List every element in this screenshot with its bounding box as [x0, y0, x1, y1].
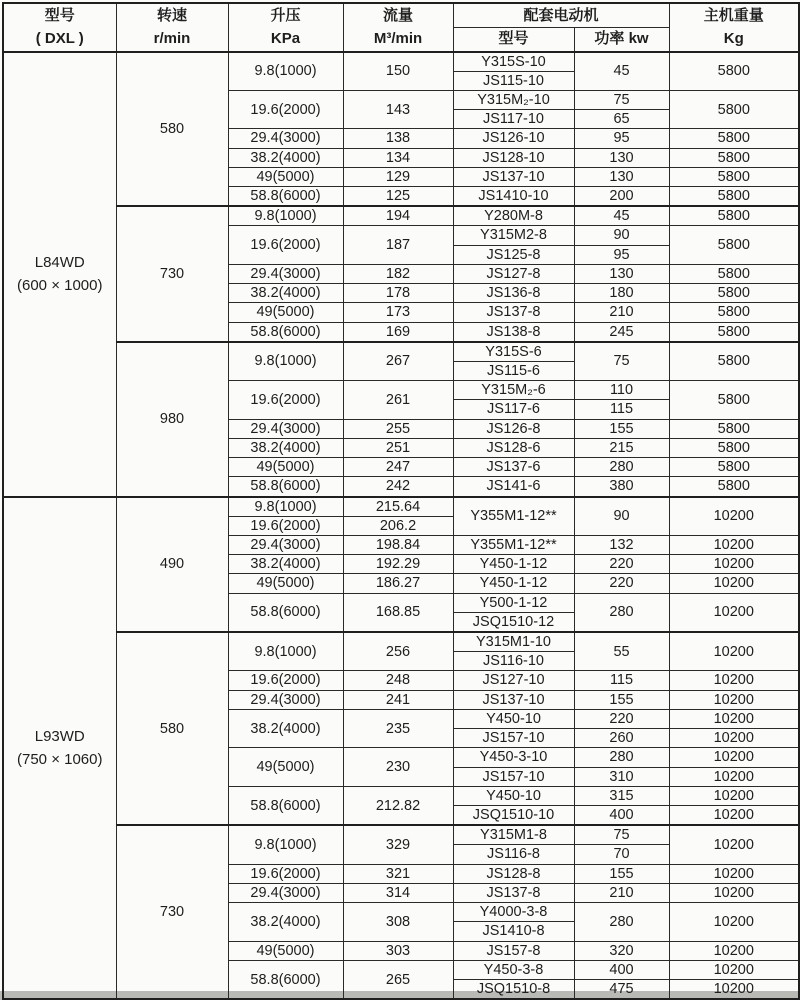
flow-cell: 150 — [343, 52, 453, 91]
motor-power-cell: 280 — [574, 458, 669, 477]
flow-cell: 168.85 — [343, 593, 453, 632]
motor-power-cell: 220 — [574, 709, 669, 728]
flow-cell: 251 — [343, 438, 453, 457]
motor-model-cell: JS141-6 — [453, 477, 574, 497]
pressure-cell: 19.6(2000) — [228, 671, 343, 690]
weight-cell: 10200 — [669, 825, 799, 864]
motor-model-cell: Y315M₂-10 — [453, 90, 574, 109]
pressure-cell: 29.4(3000) — [228, 690, 343, 709]
motor-power-cell: 90 — [574, 226, 669, 245]
flow-cell: 235 — [343, 709, 453, 748]
motor-model-cell: JS157-10 — [453, 767, 574, 786]
flow-cell: 255 — [343, 419, 453, 438]
motor-power-cell: 115 — [574, 671, 669, 690]
motor-model-cell: JS1410-8 — [453, 922, 574, 941]
pressure-cell: 9.8(1000) — [228, 497, 343, 517]
flow-cell: 314 — [343, 883, 453, 902]
weight-cell: 10200 — [669, 690, 799, 709]
speed-cell: 580 — [116, 52, 228, 207]
flow-cell: 321 — [343, 864, 453, 883]
speed-cell: 730 — [116, 206, 228, 342]
flow-cell: 242 — [343, 477, 453, 497]
motor-power-cell: 320 — [574, 941, 669, 960]
pressure-cell: 49(5000) — [228, 303, 343, 322]
flow-cell: 169 — [343, 322, 453, 342]
motor-model-cell: JS127-8 — [453, 264, 574, 283]
pressure-cell: 58.8(6000) — [228, 593, 343, 632]
flow-cell: 187 — [343, 226, 453, 265]
flow-cell: 230 — [343, 748, 453, 787]
motor-power-cell: 220 — [574, 574, 669, 593]
col-header-weight: 主机重量 Kg — [669, 3, 799, 52]
motor-model-cell: Y315S-10 — [453, 52, 574, 72]
weight-cell: 10200 — [669, 786, 799, 805]
pressure-cell: 49(5000) — [228, 941, 343, 960]
weight-cell: 10200 — [669, 574, 799, 593]
pressure-cell: 19.6(2000) — [228, 90, 343, 129]
flow-cell: 215.64 — [343, 497, 453, 517]
motor-power-cell: 45 — [574, 206, 669, 226]
motor-model-cell: JS115-10 — [453, 71, 574, 90]
motor-power-cell: 115 — [574, 400, 669, 419]
flow-cell: 173 — [343, 303, 453, 322]
weight-cell: 10200 — [669, 903, 799, 942]
motor-power-cell: 280 — [574, 748, 669, 767]
motor-power-cell: 75 — [574, 825, 669, 845]
weight-cell: 5800 — [669, 438, 799, 457]
flow-cell: 134 — [343, 148, 453, 167]
motor-power-cell: 155 — [574, 690, 669, 709]
weight-cell: 5800 — [669, 90, 799, 129]
flow-cell: 212.82 — [343, 786, 453, 825]
weight-cell: 10200 — [669, 806, 799, 826]
weight-cell: 5800 — [669, 167, 799, 186]
motor-model-cell: Y500-1-12 — [453, 593, 574, 612]
motor-model-cell: JS137-8 — [453, 303, 574, 322]
col-header-motor-power: 功率 kw — [574, 27, 669, 51]
motor-model-cell: JS116-10 — [453, 652, 574, 671]
model-cell: L84WD (600 × 1000) — [3, 52, 116, 497]
motor-power-cell: 220 — [574, 555, 669, 574]
motor-power-cell: 210 — [574, 883, 669, 902]
motor-power-cell: 95 — [574, 129, 669, 148]
col-header-flow: 流量 M³/min — [343, 3, 453, 52]
weight-cell: 10200 — [669, 941, 799, 960]
motor-model-cell: JS1410-10 — [453, 187, 574, 207]
weight-cell: 10200 — [669, 555, 799, 574]
motor-power-cell: 310 — [574, 767, 669, 786]
motor-model-cell: Y4000-3-8 — [453, 903, 574, 922]
motor-model-cell: Y450-3-8 — [453, 960, 574, 979]
pressure-cell: 19.6(2000) — [228, 226, 343, 265]
motor-power-cell: 130 — [574, 167, 669, 186]
weight-cell: 5800 — [669, 206, 799, 226]
motor-model-cell: JS137-6 — [453, 458, 574, 477]
motor-model-cell: Y450-3-10 — [453, 748, 574, 767]
weight-cell: 5800 — [669, 284, 799, 303]
flow-cell: 261 — [343, 381, 453, 420]
weight-cell: 10200 — [669, 980, 799, 1000]
motor-model-cell: Y315M₂-6 — [453, 381, 574, 400]
flow-cell: 194 — [343, 206, 453, 226]
pressure-cell: 58.8(6000) — [228, 477, 343, 497]
pressure-cell: 38.2(4000) — [228, 709, 343, 748]
flow-cell: 182 — [343, 264, 453, 283]
motor-model-cell: JS127-10 — [453, 671, 574, 690]
motor-power-cell: 400 — [574, 960, 669, 979]
motor-power-cell: 130 — [574, 148, 669, 167]
weight-cell: 10200 — [669, 767, 799, 786]
weight-cell: 10200 — [669, 883, 799, 902]
motor-model-cell: JS115-6 — [453, 361, 574, 380]
pressure-cell: 58.8(6000) — [228, 187, 343, 207]
flow-cell: 247 — [343, 458, 453, 477]
weight-cell: 10200 — [669, 960, 799, 979]
motor-power-cell: 215 — [574, 438, 669, 457]
flow-cell: 206.2 — [343, 516, 453, 535]
pressure-cell: 9.8(1000) — [228, 206, 343, 226]
spec-table — [2, 2, 800, 1000]
weight-cell: 10200 — [669, 864, 799, 883]
motor-model-cell: JS137-10 — [453, 690, 574, 709]
motor-power-cell: 132 — [574, 535, 669, 554]
motor-power-cell: 110 — [574, 381, 669, 400]
motor-model-cell: Y450-10 — [453, 786, 574, 805]
pressure-cell: 19.6(2000) — [228, 381, 343, 420]
motor-model-cell: JS157-8 — [453, 941, 574, 960]
motor-model-cell: JS138-8 — [453, 322, 574, 342]
spec-table-body — [3, 52, 799, 1000]
pressure-cell: 49(5000) — [228, 458, 343, 477]
pressure-cell: 9.8(1000) — [228, 342, 343, 381]
pressure-cell: 9.8(1000) — [228, 825, 343, 864]
motor-model-cell: JS136-8 — [453, 284, 574, 303]
pressure-cell: 49(5000) — [228, 748, 343, 787]
motor-power-cell: 75 — [574, 342, 669, 381]
table-header — [3, 3, 799, 52]
weight-cell: 5800 — [669, 52, 799, 91]
flow-cell: 265 — [343, 960, 453, 999]
weight-cell: 5800 — [669, 477, 799, 497]
col-header-pressure: 升压 KPa — [228, 3, 343, 52]
flow-cell: 192.29 — [343, 555, 453, 574]
motor-power-cell: 260 — [574, 729, 669, 748]
weight-cell: 5800 — [669, 187, 799, 207]
motor-model-cell: Y280M-8 — [453, 206, 574, 226]
pressure-cell: 9.8(1000) — [228, 632, 343, 671]
weight-cell: 5800 — [669, 419, 799, 438]
motor-model-cell: JS126-8 — [453, 419, 574, 438]
motor-model-cell: Y315S-6 — [453, 342, 574, 362]
motor-power-cell: 315 — [574, 786, 669, 805]
col-header-motor-model: 型号 — [453, 27, 574, 51]
speed-cell: 980 — [116, 342, 228, 497]
flow-cell: 241 — [343, 690, 453, 709]
motor-power-cell: 400 — [574, 806, 669, 826]
pressure-cell: 38.2(4000) — [228, 903, 343, 942]
model-cell: L93WD (750 × 1060) — [3, 497, 116, 1000]
weight-cell: 10200 — [669, 709, 799, 728]
motor-model-cell: Y355M1-12** — [453, 535, 574, 554]
motor-model-cell: JSQ1510-10 — [453, 806, 574, 826]
flow-cell: 329 — [343, 825, 453, 864]
flow-cell: 143 — [343, 90, 453, 129]
speed-cell: 730 — [116, 825, 228, 999]
motor-model-cell: Y355M1-12** — [453, 497, 574, 536]
motor-power-cell: 95 — [574, 245, 669, 264]
motor-model-cell: Y450-10 — [453, 709, 574, 728]
motor-model-cell: JSQ1510-8 — [453, 980, 574, 1000]
motor-power-cell: 380 — [574, 477, 669, 497]
pressure-cell: 38.2(4000) — [228, 284, 343, 303]
weight-cell: 10200 — [669, 748, 799, 767]
pressure-cell: 29.4(3000) — [228, 129, 343, 148]
weight-cell: 5800 — [669, 381, 799, 420]
pressure-cell: 49(5000) — [228, 167, 343, 186]
motor-power-cell: 75 — [574, 90, 669, 109]
weight-cell: 5800 — [669, 226, 799, 265]
motor-power-cell: 155 — [574, 419, 669, 438]
flow-cell: 267 — [343, 342, 453, 381]
weight-cell: 5800 — [669, 322, 799, 342]
weight-cell: 5800 — [669, 303, 799, 322]
weight-cell: 10200 — [669, 535, 799, 554]
pressure-cell: 9.8(1000) — [228, 52, 343, 91]
pressure-cell: 29.4(3000) — [228, 264, 343, 283]
motor-model-cell: JS126-10 — [453, 129, 574, 148]
motor-power-cell: 45 — [574, 52, 669, 91]
motor-model-cell: Y450-1-12 — [453, 574, 574, 593]
motor-model-cell: JS128-8 — [453, 864, 574, 883]
motor-power-cell: 90 — [574, 497, 669, 536]
motor-power-cell: 280 — [574, 903, 669, 942]
weight-cell: 5800 — [669, 342, 799, 381]
motor-power-cell: 210 — [574, 303, 669, 322]
motor-model-cell: JS137-8 — [453, 883, 574, 902]
motor-model-cell: JSQ1510-12 — [453, 612, 574, 632]
flow-cell: 138 — [343, 129, 453, 148]
flow-cell: 198.84 — [343, 535, 453, 554]
weight-cell: 5800 — [669, 129, 799, 148]
motor-power-cell: 200 — [574, 187, 669, 207]
motor-model-cell: Y315M1-8 — [453, 825, 574, 845]
motor-power-cell: 475 — [574, 980, 669, 1000]
weight-cell: 5800 — [669, 264, 799, 283]
motor-power-cell: 130 — [574, 264, 669, 283]
pressure-cell: 49(5000) — [228, 574, 343, 593]
pressure-cell: 29.4(3000) — [228, 535, 343, 554]
col-header-motor-group: 配套电动机 — [453, 3, 669, 27]
speed-cell: 490 — [116, 497, 228, 633]
pressure-cell: 19.6(2000) — [228, 516, 343, 535]
pressure-cell: 38.2(4000) — [228, 555, 343, 574]
motor-model-cell: JS157-10 — [453, 729, 574, 748]
flow-cell: 248 — [343, 671, 453, 690]
motor-power-cell: 245 — [574, 322, 669, 342]
motor-model-cell: JS116-8 — [453, 845, 574, 864]
motor-model-cell: JS128-10 — [453, 148, 574, 167]
flow-cell: 303 — [343, 941, 453, 960]
motor-model-cell: Y315M1-10 — [453, 632, 574, 652]
motor-power-cell: 180 — [574, 284, 669, 303]
motor-model-cell: Y315M2-8 — [453, 226, 574, 245]
pressure-cell: 29.4(3000) — [228, 883, 343, 902]
col-header-model: 型号 ( DXL ) — [3, 3, 116, 52]
pressure-cell: 38.2(4000) — [228, 148, 343, 167]
motor-power-cell: 155 — [574, 864, 669, 883]
pressure-cell: 38.2(4000) — [228, 438, 343, 457]
col-header-speed: 转速 r/min — [116, 3, 228, 52]
pressure-cell: 19.6(2000) — [228, 864, 343, 883]
motor-model-cell: JS117-6 — [453, 400, 574, 419]
motor-model-cell: JS137-10 — [453, 167, 574, 186]
pressure-cell: 58.8(6000) — [228, 322, 343, 342]
weight-cell: 5800 — [669, 458, 799, 477]
motor-model-cell: JS117-10 — [453, 110, 574, 129]
weight-cell: 5800 — [669, 148, 799, 167]
weight-cell: 10200 — [669, 497, 799, 536]
weight-cell: 10200 — [669, 671, 799, 690]
motor-power-cell: 280 — [574, 593, 669, 632]
flow-cell: 256 — [343, 632, 453, 671]
weight-cell: 10200 — [669, 729, 799, 748]
flow-cell: 125 — [343, 187, 453, 207]
pressure-cell: 58.8(6000) — [228, 786, 343, 825]
flow-cell: 186.27 — [343, 574, 453, 593]
motor-model-cell: JS128-6 — [453, 438, 574, 457]
motor-power-cell: 65 — [574, 110, 669, 129]
motor-power-cell: 70 — [574, 845, 669, 864]
flow-cell: 178 — [343, 284, 453, 303]
pressure-cell: 29.4(3000) — [228, 419, 343, 438]
motor-model-cell: JS125-8 — [453, 245, 574, 264]
motor-power-cell: 55 — [574, 632, 669, 671]
weight-cell: 10200 — [669, 593, 799, 632]
weight-cell: 10200 — [669, 632, 799, 671]
flow-cell: 129 — [343, 167, 453, 186]
speed-cell: 580 — [116, 632, 228, 825]
motor-model-cell: Y450-1-12 — [453, 555, 574, 574]
flow-cell: 308 — [343, 903, 453, 942]
pressure-cell: 58.8(6000) — [228, 960, 343, 999]
